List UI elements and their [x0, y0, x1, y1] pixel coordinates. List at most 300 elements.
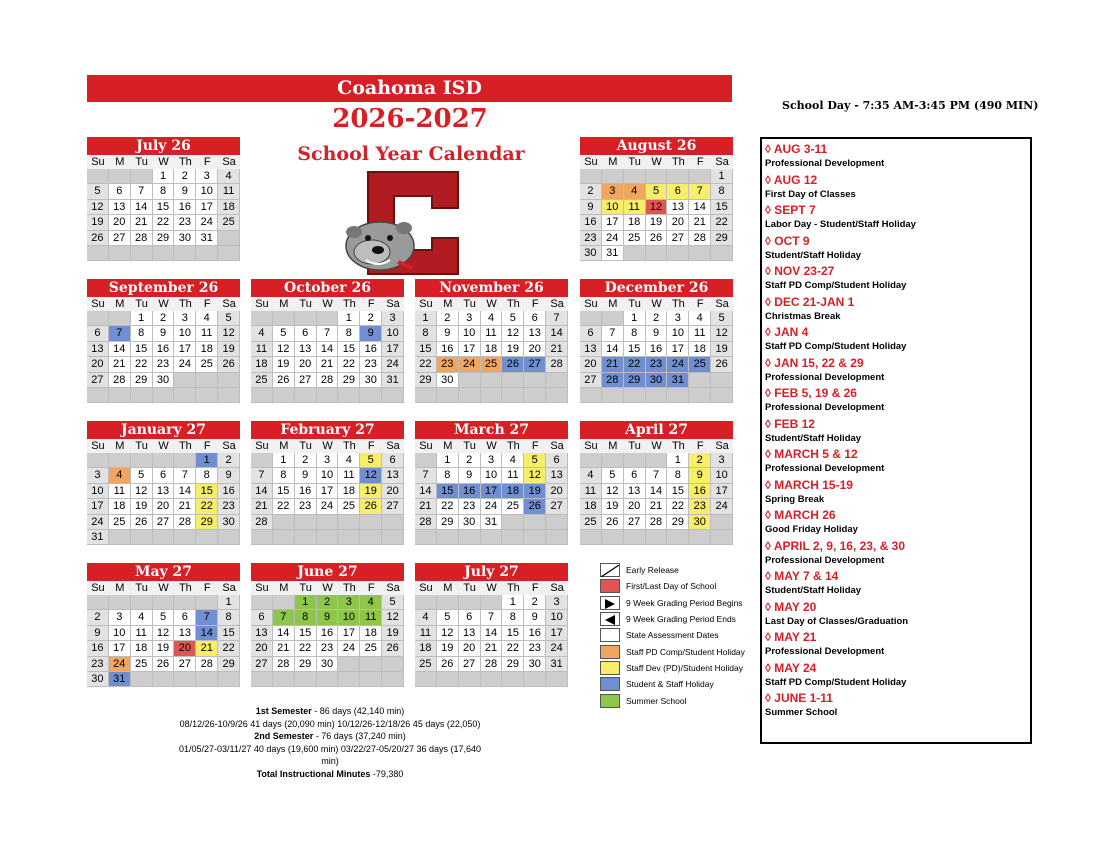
semester-1-value: - 86 days (42,140 min) [311, 706, 405, 716]
weekday-label: Su [87, 155, 109, 169]
day-cell: 20 [459, 641, 481, 656]
empty-cell [131, 453, 153, 468]
day-cell: 15 [153, 200, 175, 215]
empty-cell [218, 388, 240, 403]
day-cell: 19 [131, 499, 153, 514]
weekday-label: W [153, 297, 175, 311]
event-description: Spring Break [765, 493, 825, 505]
day-cell: 23 [580, 231, 602, 246]
month-title: January 27 [87, 421, 240, 439]
weekday-label: Tu [624, 155, 646, 169]
weekday-label: M [109, 155, 131, 169]
day-cell: 5 [502, 311, 524, 326]
empty-cell [602, 311, 624, 326]
weekday-label: Su [87, 439, 109, 453]
day-cell: 24 [602, 231, 624, 246]
empty-cell [131, 169, 153, 184]
day-cell: 23 [295, 499, 317, 514]
day-cell: 24 [109, 657, 131, 672]
weekday-label: Su [251, 439, 273, 453]
event-description: Professional Development [765, 371, 885, 383]
semester-2-value: - 76 days (37,240 min) [313, 731, 406, 741]
day-cell: 10 [382, 326, 404, 341]
day-cell: 31 [481, 515, 503, 530]
weekday-label: Tu [295, 297, 317, 311]
day-cell: 22 [218, 641, 240, 656]
empty-cell [338, 672, 360, 687]
day-cell: 3 [667, 311, 689, 326]
weekday-label: F [524, 581, 546, 595]
day-cell: 9 [580, 200, 602, 215]
day-cell: 8 [667, 468, 689, 483]
empty-cell [360, 530, 382, 545]
empty-cell [711, 515, 733, 530]
day-cell: 1 [196, 453, 218, 468]
month-title: February 27 [251, 421, 404, 439]
weekday-label: Sa [218, 155, 240, 169]
empty-cell [602, 388, 624, 403]
event-description: Summer School [765, 707, 838, 718]
day-cell: 21 [174, 499, 196, 514]
empty-cell [646, 453, 668, 468]
day-cell: 8 [338, 326, 360, 341]
day-cell: 9 [689, 468, 711, 483]
day-cell: 10 [338, 610, 360, 625]
day-cell: 6 [174, 610, 196, 625]
empty-cell [624, 169, 646, 184]
day-cell: 25 [131, 657, 153, 672]
weekday-label: F [524, 439, 546, 453]
day-cell: 23 [174, 215, 196, 230]
day-cell: 2 [360, 311, 382, 326]
day-cell: 19 [602, 499, 624, 514]
empty-cell [109, 311, 131, 326]
day-cell: 3 [317, 453, 339, 468]
day-cell: 7 [317, 326, 339, 341]
month-june-27 [251, 563, 404, 687]
day-cell: 13 [174, 626, 196, 641]
day-cell: 18 [415, 641, 437, 656]
day-cell: 21 [251, 499, 273, 514]
day-cell: 9 [174, 184, 196, 199]
weekday-label: W [481, 581, 503, 595]
weekday-label: Sa [711, 297, 733, 311]
empty-cell [459, 595, 481, 610]
empty-cell [481, 373, 503, 388]
day-cell: 10 [459, 326, 481, 341]
day-cell: 26 [218, 357, 240, 372]
empty-cell [317, 515, 339, 530]
empty-cell [338, 515, 360, 530]
empty-cell [524, 530, 546, 545]
weekday-label: Su [251, 297, 273, 311]
day-cell: 4 [251, 326, 273, 341]
day-cell: 20 [382, 484, 404, 499]
day-cell: 12 [360, 468, 382, 483]
day-cell: 20 [580, 357, 602, 372]
day-cell: 25 [251, 373, 273, 388]
weekday-label: M [437, 439, 459, 453]
day-cell: 1 [437, 453, 459, 468]
weekday-label: Tu [131, 439, 153, 453]
day-cell: 27 [251, 657, 273, 672]
weekday-label: Su [415, 297, 437, 311]
day-cell: 11 [196, 326, 218, 341]
day-cell: 11 [131, 626, 153, 641]
legend [580, 562, 752, 709]
day-cell: 22 [295, 641, 317, 656]
total-minutes-title: Total Instructional Minutes [256, 768, 371, 779]
event-description: Professional Development [765, 554, 885, 566]
empty-cell [602, 453, 624, 468]
day-cell: 7 [131, 184, 153, 199]
empty-cell [251, 311, 273, 326]
day-cell: 26 [382, 641, 404, 656]
day-cell: 27 [667, 231, 689, 246]
day-cell: 2 [437, 311, 459, 326]
day-cell: 19 [524, 484, 546, 499]
day-cell: 3 [459, 311, 481, 326]
empty-cell [131, 595, 153, 610]
day-cell: 13 [667, 200, 689, 215]
weekday-label: W [646, 297, 668, 311]
legend-item [580, 660, 752, 676]
weekday-label: F [689, 155, 711, 169]
weekday-label: Th [502, 297, 524, 311]
day-cell: 5 [360, 453, 382, 468]
day-cell: 6 [382, 453, 404, 468]
weekday-label: M [273, 439, 295, 453]
day-cell: 27 [524, 357, 546, 372]
day-cell: 20 [109, 215, 131, 230]
empty-cell [382, 515, 404, 530]
semester-2-title: 2nd Semester [254, 731, 314, 741]
event-date: ◊ MARCH 15-19 [765, 477, 853, 492]
day-cell: 17 [196, 200, 218, 215]
day-cell: 25 [502, 499, 524, 514]
day-cell: 10 [196, 184, 218, 199]
day-cell: 30 [459, 515, 481, 530]
day-cell: 24 [338, 641, 360, 656]
event-date: ◊ AUG 3-11 [765, 142, 828, 156]
day-cell: 8 [502, 610, 524, 625]
day-cell: 2 [174, 169, 196, 184]
day-cell: 31 [667, 373, 689, 388]
day-cell: 12 [382, 610, 404, 625]
month-title: September 26 [87, 279, 240, 297]
weekday-label: W [317, 581, 339, 595]
day-cell: 28 [546, 357, 568, 372]
day-cell: 11 [689, 326, 711, 341]
day-cell: 19 [273, 357, 295, 372]
day-cell: 21 [481, 641, 503, 656]
empty-cell [87, 311, 109, 326]
day-cell: 15 [624, 342, 646, 357]
day-cell: 5 [602, 468, 624, 483]
day-cell: 6 [459, 610, 481, 625]
day-cell: 16 [580, 215, 602, 230]
day-cell: 23 [153, 357, 175, 372]
day-cell: 24 [711, 499, 733, 514]
event-date: ◊ AUG 12 [765, 172, 818, 187]
weekday-label: Th [502, 581, 524, 595]
weekday-label: M [602, 297, 624, 311]
day-cell: 16 [174, 200, 196, 215]
day-cell: 7 [251, 468, 273, 483]
day-cell: 12 [524, 468, 546, 483]
weekday-label: F [689, 297, 711, 311]
day-cell: 23 [317, 641, 339, 656]
empty-cell [689, 388, 711, 403]
weekday-label: W [481, 439, 503, 453]
event-date: ◊ JAN 15, 22 & 29 [765, 355, 864, 370]
day-cell: 7 [196, 610, 218, 625]
month-title: July 27 [415, 563, 568, 581]
weekday-label: Tu [459, 297, 481, 311]
day-cell: 20 [295, 357, 317, 372]
day-cell: 15 [273, 484, 295, 499]
day-cell: 14 [689, 200, 711, 215]
day-cell: 21 [273, 641, 295, 656]
event-description: Professional Development [765, 646, 885, 657]
day-cell: 17 [667, 342, 689, 357]
day-cell: 18 [624, 215, 646, 230]
day-cell: 11 [415, 626, 437, 641]
empty-cell [174, 672, 196, 687]
day-cell: 5 [711, 311, 733, 326]
day-cell: 23 [689, 499, 711, 514]
day-cell: 6 [546, 453, 568, 468]
empty-cell [502, 388, 524, 403]
day-cell: 1 [131, 311, 153, 326]
day-cell: 10 [109, 626, 131, 641]
day-cell: 13 [524, 326, 546, 341]
day-cell: 7 [481, 610, 503, 625]
day-cell: 28 [131, 231, 153, 246]
event-description: Good Friday Holiday [765, 524, 858, 535]
day-cell: 18 [338, 484, 360, 499]
empty-cell [153, 672, 175, 687]
empty-cell [109, 530, 131, 545]
day-cell: 14 [109, 342, 131, 357]
day-cell: 1 [218, 595, 240, 610]
day-cell: 27 [546, 499, 568, 514]
district-banner: Coahoma ISD [87, 75, 732, 102]
empty-cell [580, 530, 602, 545]
day-cell: 22 [502, 641, 524, 656]
day-cell: 24 [87, 515, 109, 530]
day-cell: 2 [317, 595, 339, 610]
day-cell: 5 [131, 468, 153, 483]
day-cell: 14 [131, 200, 153, 215]
day-cell: 25 [481, 357, 503, 372]
day-cell: 2 [689, 453, 711, 468]
day-cell: 1 [273, 453, 295, 468]
day-cell: 14 [546, 326, 568, 341]
empty-cell [667, 388, 689, 403]
day-cell: 28 [689, 231, 711, 246]
day-cell: 26 [131, 515, 153, 530]
empty-cell [546, 388, 568, 403]
day-cell: 9 [437, 326, 459, 341]
empty-cell [524, 672, 546, 687]
day-cell: 26 [502, 357, 524, 372]
day-cell: 9 [153, 326, 175, 341]
day-cell: 8 [273, 468, 295, 483]
event-description: Student/Staff Holiday [765, 585, 862, 596]
month-may-27 [87, 563, 240, 687]
day-cell: 23 [437, 357, 459, 372]
event-description: Christmas Break [765, 310, 841, 322]
day-cell: 18 [218, 200, 240, 215]
legend-item [580, 627, 752, 643]
empty-cell [624, 453, 646, 468]
day-cell: 15 [131, 342, 153, 357]
event-date: ◊ FEB 5, 19 & 26 [765, 386, 857, 400]
day-cell: 6 [524, 311, 546, 326]
day-cell: 26 [524, 499, 546, 514]
day-cell: 21 [317, 357, 339, 372]
day-cell: 30 [689, 515, 711, 530]
day-cell: 19 [218, 342, 240, 357]
empty-cell [382, 672, 404, 687]
day-cell: 28 [646, 515, 668, 530]
day-cell: 20 [251, 641, 273, 656]
day-cell: 13 [580, 342, 602, 357]
weekday-label: Su [251, 581, 273, 595]
empty-cell [502, 530, 524, 545]
day-cell: 24 [459, 357, 481, 372]
day-cell: 18 [109, 499, 131, 514]
event-date: ◊ MARCH 26 [765, 508, 836, 522]
day-cell: 24 [546, 641, 568, 656]
empty-cell [174, 453, 196, 468]
day-cell: 25 [338, 499, 360, 514]
empty-cell [481, 595, 503, 610]
day-cell: 23 [87, 657, 109, 672]
day-cell: 22 [711, 215, 733, 230]
month-title: December 26 [580, 279, 733, 297]
day-cell: 29 [196, 515, 218, 530]
empty-cell [646, 530, 668, 545]
legend-swatch-icon [600, 628, 620, 642]
month-april-27 [580, 421, 733, 545]
day-cell: 23 [524, 641, 546, 656]
day-cell: 20 [153, 499, 175, 514]
day-cell: 21 [689, 215, 711, 230]
empty-cell [273, 672, 295, 687]
semester-1-title: 1st Semester [255, 706, 312, 716]
empty-cell [415, 388, 437, 403]
weekday-label: Th [174, 581, 196, 595]
day-cell: 18 [689, 342, 711, 357]
day-cell: 4 [415, 610, 437, 625]
event-description: Last Day of Classes/Graduation [765, 615, 909, 627]
empty-cell [546, 515, 568, 530]
calendar-subtitle: School Year Calendar [297, 143, 525, 165]
empty-cell [109, 595, 131, 610]
day-cell: 14 [602, 342, 624, 357]
day-cell: 1 [624, 311, 646, 326]
empty-cell [689, 373, 711, 388]
day-cell: 18 [131, 641, 153, 656]
day-cell: 3 [602, 184, 624, 199]
month-december-26 [580, 279, 733, 403]
weekday-label: Th [338, 581, 360, 595]
weekday-label: W [481, 297, 503, 311]
empty-cell [689, 169, 711, 184]
day-cell: 1 [711, 169, 733, 184]
empty-cell [459, 530, 481, 545]
day-cell: 3 [382, 311, 404, 326]
day-cell: 17 [546, 626, 568, 641]
day-cell: 15 [338, 342, 360, 357]
day-cell: 3 [481, 453, 503, 468]
month-november-26 [415, 279, 568, 403]
empty-cell [546, 373, 568, 388]
day-cell: 11 [360, 610, 382, 625]
day-cell: 15 [667, 484, 689, 499]
day-cell: 29 [218, 657, 240, 672]
weekday-label: Sa [546, 297, 568, 311]
empty-cell [295, 672, 317, 687]
empty-cell [546, 672, 568, 687]
empty-cell [415, 530, 437, 545]
day-cell: 16 [459, 484, 481, 499]
empty-cell [382, 388, 404, 403]
weekday-label: Tu [295, 439, 317, 453]
event-date: ◊ APRIL 2, 9, 16, 23, & 30 [765, 538, 905, 553]
day-cell: 30 [218, 515, 240, 530]
day-cell: 5 [218, 311, 240, 326]
day-cell: 1 [295, 595, 317, 610]
day-cell: 1 [153, 169, 175, 184]
event-description: Student/Staff Holiday [765, 249, 862, 261]
weekday-label: Sa [382, 581, 404, 595]
empty-cell [131, 388, 153, 403]
day-cell: 2 [295, 453, 317, 468]
legend-item [580, 611, 752, 627]
day-cell: 12 [602, 484, 624, 499]
empty-cell [109, 453, 131, 468]
day-cell: 10 [546, 610, 568, 625]
empty-cell [273, 515, 295, 530]
legend-item [580, 676, 752, 692]
day-cell: 17 [459, 342, 481, 357]
day-cell: 29 [711, 231, 733, 246]
day-cell: 12 [218, 326, 240, 341]
day-cell: 16 [295, 484, 317, 499]
empty-cell [602, 169, 624, 184]
day-cell: 7 [602, 326, 624, 341]
day-cell: 18 [502, 484, 524, 499]
day-cell: 27 [295, 373, 317, 388]
weekday-label: Th [338, 297, 360, 311]
day-cell: 11 [481, 326, 503, 341]
day-cell: 12 [153, 626, 175, 641]
event-date: ◊ FEB 12 [765, 416, 815, 431]
day-cell: 3 [546, 595, 568, 610]
legend-item [580, 562, 752, 578]
legend-label: State Assessment Dates [626, 630, 719, 641]
day-cell: 19 [153, 641, 175, 656]
day-cell: 12 [437, 626, 459, 641]
day-cell: 14 [415, 484, 437, 499]
day-cell: 27 [624, 515, 646, 530]
day-cell: 8 [153, 184, 175, 199]
weekday-label: F [360, 297, 382, 311]
day-cell: 14 [646, 484, 668, 499]
